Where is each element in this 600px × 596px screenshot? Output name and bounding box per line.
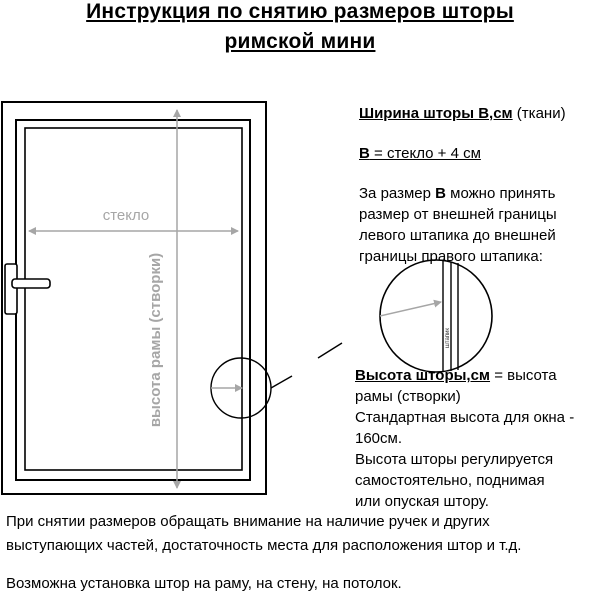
width-formula-tail: = стекло + 4 см bbox=[369, 145, 481, 162]
width-formula bbox=[359, 143, 481, 164]
footer-note-2: выступающих частей, достаточность места для расположения штор и т.д. bbox=[6, 537, 522, 554]
window-glass bbox=[25, 128, 242, 470]
height-label: высота рамы (створки) bbox=[147, 252, 164, 428]
width-heading-bold: Ширина шторы В,см bbox=[359, 105, 513, 122]
width-note-line-3: левого штапика до внешней bbox=[359, 227, 556, 244]
page-title-line-1: Инструкция по снятию размеров шторы bbox=[86, 0, 514, 23]
height-heading-bold: Высота шторы,см bbox=[355, 367, 491, 384]
height-line-2: рамы (створки) bbox=[355, 388, 461, 405]
bead-label: штапик bbox=[445, 327, 451, 349]
window-sash bbox=[16, 120, 250, 480]
leader-line-2 bbox=[318, 343, 342, 358]
height-line-4: 160см. bbox=[355, 430, 403, 447]
width-note-line-1 bbox=[359, 183, 557, 204]
leader-line-1 bbox=[271, 376, 292, 388]
width-note-line-4: границы правого штапика: bbox=[359, 248, 543, 265]
height-heading bbox=[355, 365, 574, 386]
width-note-line-2: размер от внешней границы bbox=[359, 206, 557, 223]
width-note-line-1-c: можно принять bbox=[445, 185, 556, 202]
width-note-line-1-b: В bbox=[435, 185, 446, 202]
window-handle-icon bbox=[5, 264, 50, 314]
footer-note-1: При снятии размеров обращать внимание на наличие ручек и других bbox=[6, 513, 490, 530]
height-line-7: или опуская штору. bbox=[355, 493, 489, 510]
height-line-5: Высота шторы регулируется bbox=[355, 451, 554, 468]
page-title-line-2: римской мини bbox=[224, 30, 376, 53]
height-heading-tail: = высота bbox=[490, 367, 557, 384]
height-block bbox=[355, 365, 574, 512]
detail-circle-large bbox=[380, 260, 492, 372]
width-heading-tail: (ткани) bbox=[512, 105, 566, 122]
glass-label: стекло bbox=[102, 207, 150, 224]
height-line-3: Стандартная высота для окна - bbox=[355, 409, 575, 426]
height-line-6: самостоятельно, поднимая bbox=[355, 472, 545, 489]
width-formula-bold: В bbox=[359, 145, 370, 162]
window-outer-frame bbox=[2, 102, 266, 494]
width-heading bbox=[359, 103, 566, 124]
footer-note-3: Возможна установка штор на раму, на стену, на потолок. bbox=[6, 575, 402, 592]
width-note-line-1-a: За размер bbox=[359, 185, 436, 202]
width-note bbox=[359, 183, 557, 267]
